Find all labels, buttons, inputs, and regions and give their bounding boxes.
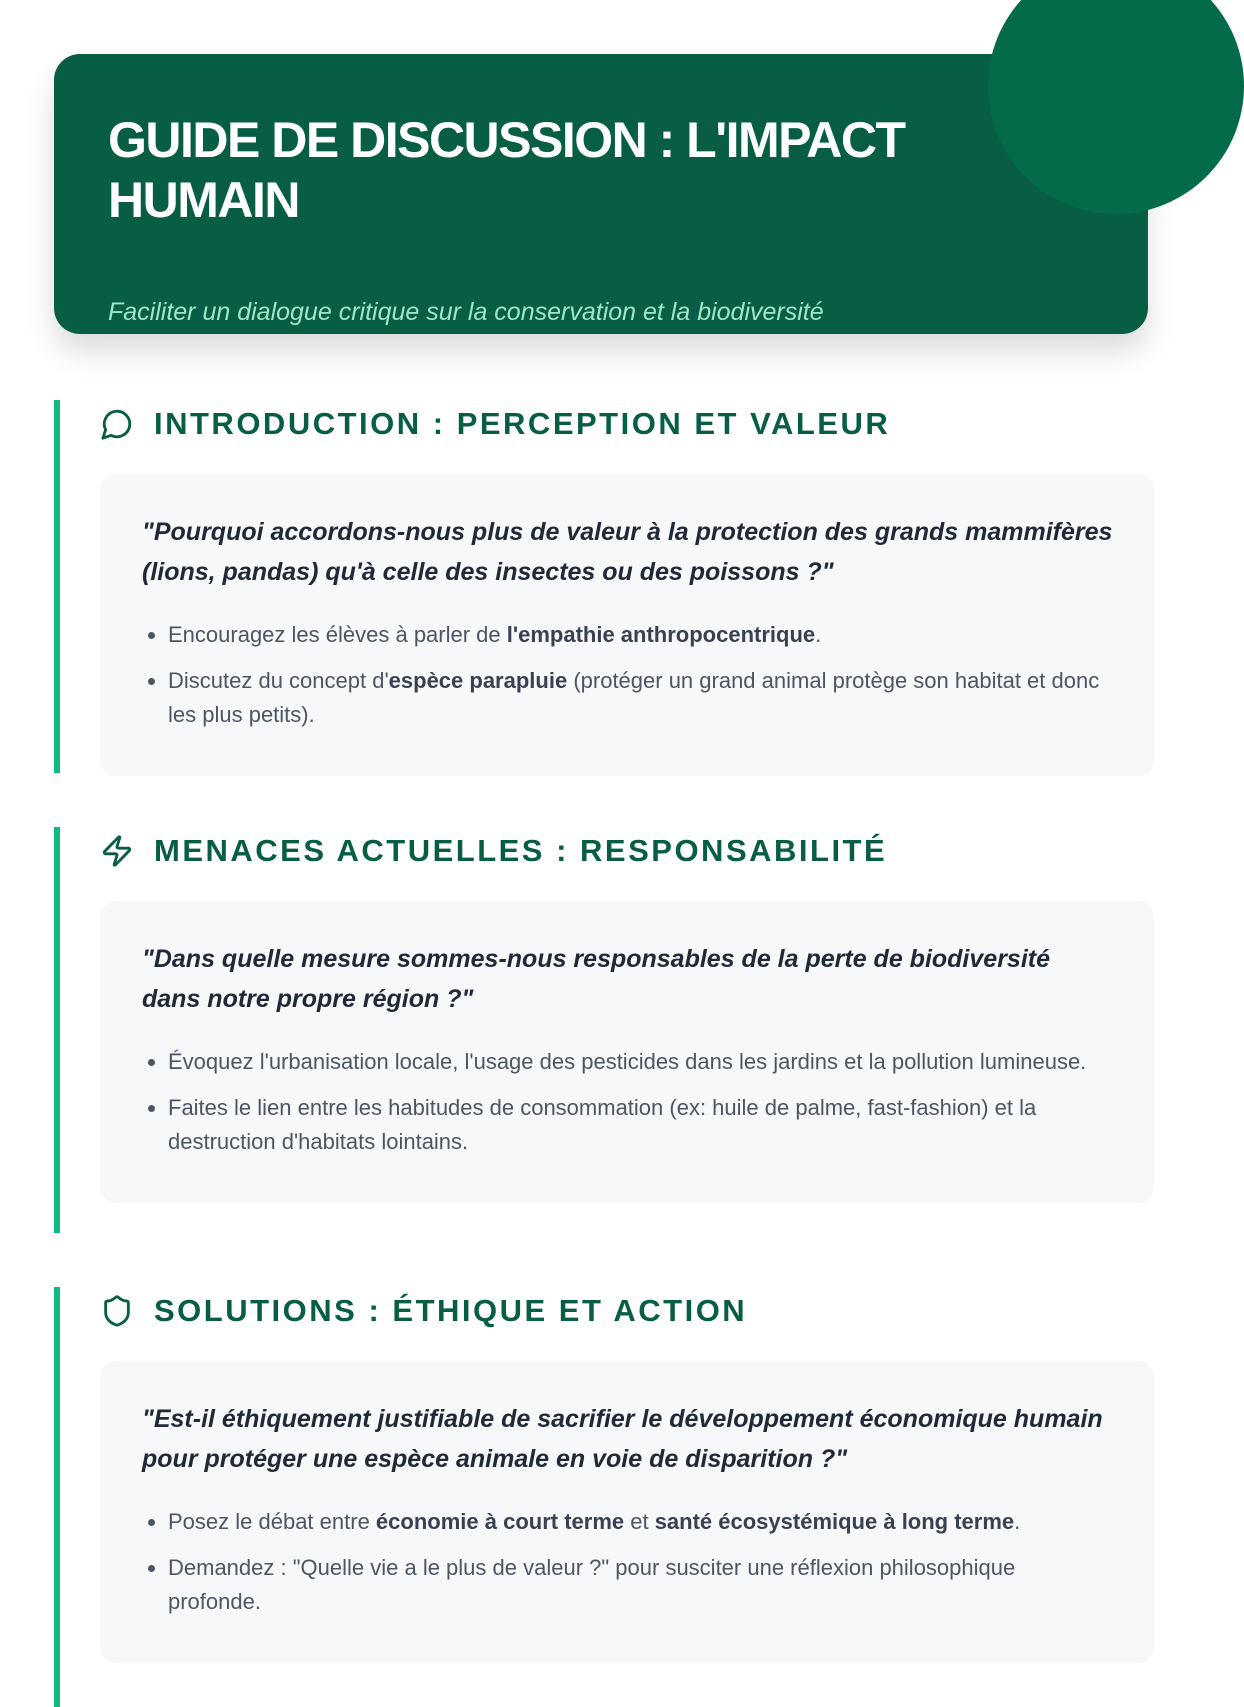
discussion-question: "Pourquoi accordons-nous plus de valeur à la protection des grands mammifères (lions, pandas) qu'à celle des insectes ou des poissons ?" xyxy=(142,518,1113,586)
message-circle-icon xyxy=(100,407,134,441)
talking-points xyxy=(142,618,1114,732)
section-title: INTRODUCTION : PERCEPTION ET VALEUR xyxy=(154,406,891,441)
section-heading xyxy=(100,1287,747,1335)
page-subtitle: Faciliter un dialogue critique sur la conservation et la biodiversité xyxy=(108,298,824,326)
list-item: • Discutez du concept d'espèce parapluie (protéger un grand animal protège son habitat et donc les plus petits). xyxy=(168,664,1114,732)
list-item: • Évoquez l'urbanisation locale, l'usage des pesticides dans les jardins et la pollution lumineuse. xyxy=(168,1045,1114,1079)
lightning-icon xyxy=(100,834,134,868)
talking-points xyxy=(142,1045,1114,1159)
list-item: • Posez le débat entre économie à court terme et santé écosystémique à long terme. xyxy=(168,1505,1114,1539)
section-title: SOLUTIONS : ÉTHIQUE ET ACTION xyxy=(154,1293,748,1328)
guide-header xyxy=(54,54,1148,334)
list-item: • Faites le lien entre les habitudes de consommation (ex: huile de palme, fast-fashion) et la destruction d'habitats lointains. xyxy=(168,1091,1114,1159)
section-introduction xyxy=(54,400,1154,773)
list-item: • Demandez : "Quelle vie a le plus de valeur ?" pour susciter une réflexion philosophique profonde. xyxy=(168,1551,1114,1619)
section-title: MENACES ACTUELLES : RESPONSABILITÉ xyxy=(154,833,888,868)
talking-points xyxy=(142,1505,1114,1619)
page-title: GUIDE DE DISCUSSION : L'IMPACT HUMAIN xyxy=(108,112,905,228)
question-card xyxy=(100,901,1154,1203)
section-heading xyxy=(100,400,890,448)
list-item: • Encouragez les élèves à parler de l'empathie anthropocentrique. xyxy=(168,618,1114,652)
discussion-question: "Dans quelle mesure sommes-nous responsables de la perte de biodiversité dans notre propre région ?" xyxy=(142,945,1050,1013)
question-card xyxy=(100,474,1154,776)
discussion-question: "Est-il éthiquement justifiable de sacrifier le développement économique humain pour protéger une espèce animale en voie de disparition ?" xyxy=(142,1405,1103,1473)
section-solutions xyxy=(54,1287,1154,1707)
shield-icon xyxy=(100,1294,134,1328)
section-menaces xyxy=(54,827,1154,1233)
question-card xyxy=(100,1361,1154,1663)
section-heading xyxy=(100,827,887,875)
